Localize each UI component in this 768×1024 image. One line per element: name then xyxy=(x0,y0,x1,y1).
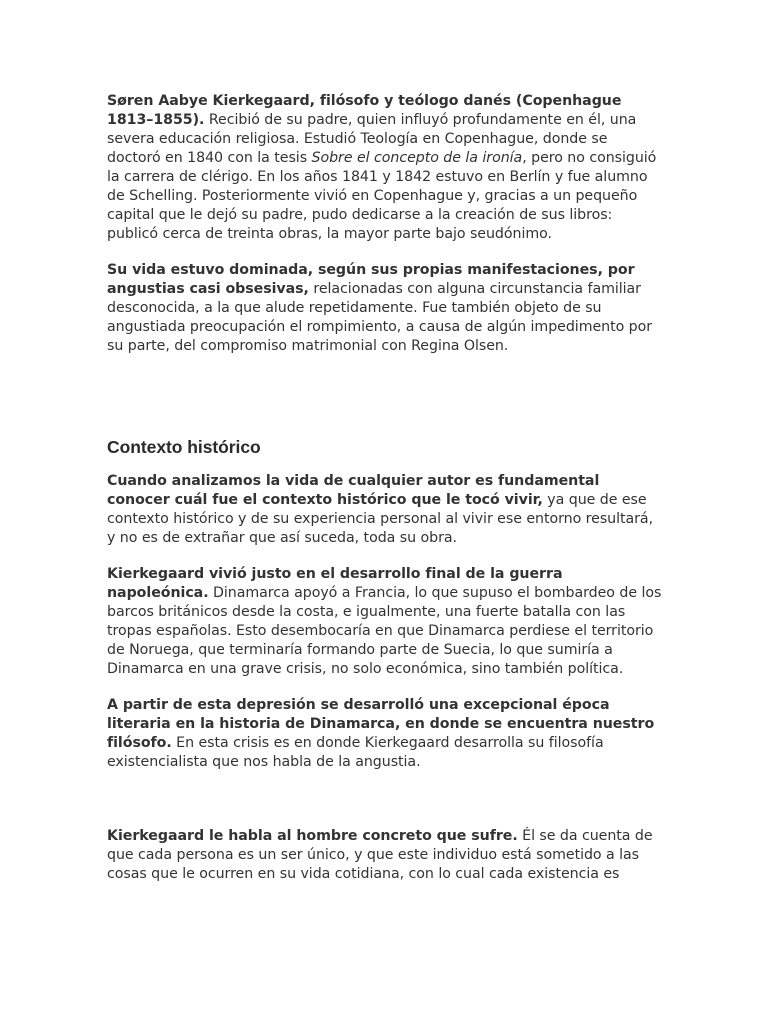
paragraph-lead-bold: Cuando analizamos la vida de cualquier autor es fundamental conocer cuál fue el contexto histórico que le tocó vivir, xyxy=(107,473,600,508)
paragraph-lead-bold: Kierkegaard le habla al hombre concreto que sufre. xyxy=(107,828,518,844)
paragraph-concrete-man xyxy=(107,827,663,884)
paragraph-lead-bold: A partir de esta depresión se desarrolló una excepcional época literaria en la historia de Dinamarca, en donde se encuentra nuestro filósofo. xyxy=(107,697,655,751)
paragraph-lead-bold: Søren Aabye Kierkegaard, filósofo y teólogo danés (Copenhague 1813–1855). xyxy=(107,93,622,128)
paragraph-text: relacionadas con alguna circunstancia familiar desconocida, a la que alude repetidamente. Fue también objeto de su angustiada preocupación el rompimiento, a causa de algún impedimento por su parte, del compromiso matrimonial con Regina Olsen. xyxy=(107,281,653,354)
paragraph-literary-epoch xyxy=(107,696,663,772)
paragraph-anxiety xyxy=(107,261,663,356)
section-heading: Contexto histórico xyxy=(107,437,261,457)
paragraph-text: Recibió de su padre, quien influyó profundamente en él, una severa educación religiosa. Estudió Teología en Copenhague, donde se doctoró en 1840 con la tesis xyxy=(107,112,637,166)
paragraph-lead-bold: Kierkegaard vivió justo en el desarrollo final de la guerra napoleónica. xyxy=(107,566,563,601)
paragraph-text: ya que de ese contexto histórico y de su experiencia personal al vivir ese entorno resultará, y no es de extrañar que así suceda, toda su obra. xyxy=(107,492,654,546)
paragraph-text: Dinamarca apoyó a Francia, lo que supuso el bombardeo de los barcos británicos desde la costa, e igualmente, una fuerte batalla con las tropas españolas. Esto desembocaría en que Dinamarca perdiese el territorio de Noruega, que terminaría formando parte de Suecia, lo que sumiría a Dinamarca en una grave crisis, no solo económica, sino también política. xyxy=(107,585,662,677)
paragraph-napoleonic-war xyxy=(107,565,663,679)
paragraph-context-intro xyxy=(107,472,663,548)
paragraph-text: , pero no consiguió la carrera de clérigo. En los años 1841 y 1842 estuvo en Berlín y fue alumno de Schelling. Posteriormente vivió en Copenhague y, gracias a un pequeño capital que le dejó su padre, pudo dedicarse a la creación de sus libros: publicó cerca de treinta obras, la mayor parte bajo seudónimo. xyxy=(107,150,657,242)
document-page xyxy=(107,92,663,884)
paragraph-biography xyxy=(107,92,663,244)
paragraph-lead-bold: Su vida estuvo dominada, según sus propias manifestaciones, por angustias casi obsesivas, xyxy=(107,262,635,297)
thesis-title-italic: Sobre el concepto de la ironía xyxy=(311,150,523,166)
paragraph-text: En esta crisis es en donde Kierkegaard desarrolla su filosofía existencialista que nos habla de la angustia. xyxy=(107,735,604,770)
paragraph-text: Él se da cuenta de que cada persona es un ser único, y que este individuo está sometido a las cosas que le ocurren en su vida cotidiana, con lo cual cada existencia es xyxy=(107,828,653,882)
